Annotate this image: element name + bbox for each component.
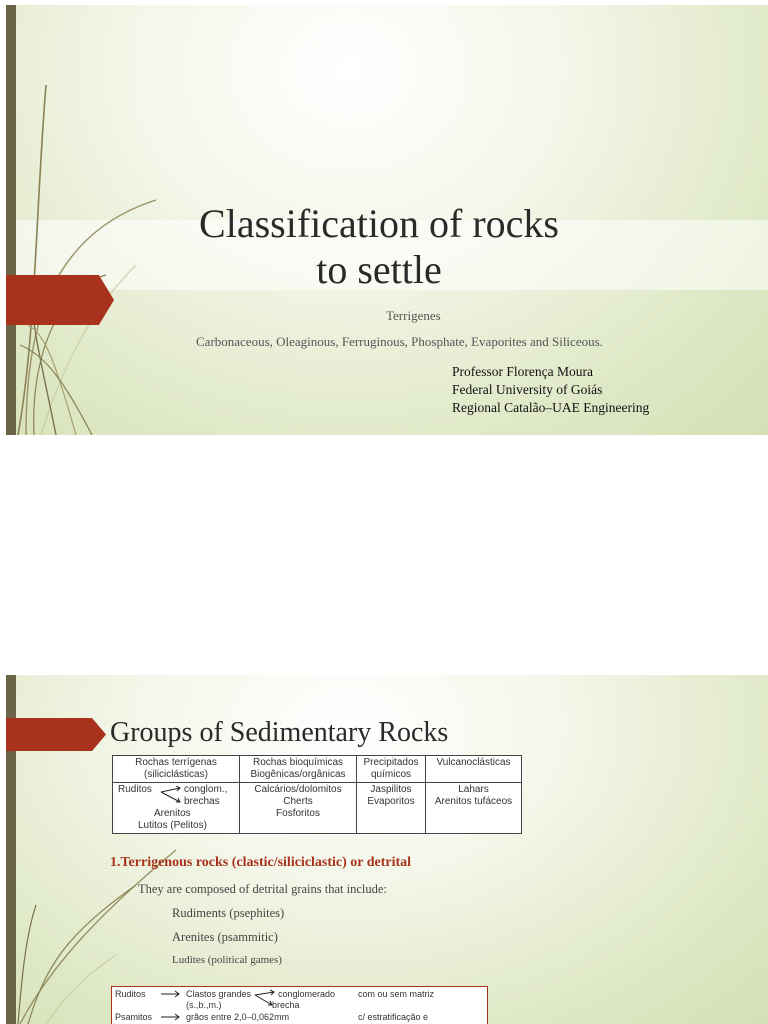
cell-matriz: com ou sem matriz (358, 989, 435, 999)
grass-decoration (6, 5, 176, 435)
slide-title-line-2: to settle (316, 247, 442, 292)
cell-line: Calcários/dolomitos (254, 784, 342, 795)
rock-groups-table (112, 755, 522, 834)
author-university: Federal University of Goiás (452, 382, 603, 397)
section-intro: They are composed of detrital grains that include: (138, 882, 387, 896)
cell-line: Cherts (283, 796, 313, 807)
arrow-right-icon (160, 990, 182, 998)
section-heading: 1.Terrigenous rocks (clastic/siliciclastic) or detrital (110, 855, 412, 870)
slide-title: Groups of Sedimentary Rocks (110, 717, 449, 748)
cell-line: Lahars (458, 784, 489, 795)
cell-conglomerado: conglomerado (278, 989, 336, 999)
table-header-row (113, 756, 522, 783)
slide-2 (6, 675, 768, 1024)
cell-brecha: brecha (272, 1000, 300, 1010)
list-item-text: Arenites (psammitic) (172, 930, 278, 944)
list-item (168, 954, 282, 966)
ruditos-label: Ruditos (118, 784, 152, 795)
author-department: Regional Catalão–UAE Engineering (452, 400, 650, 415)
branch-brechas: brechas (184, 796, 220, 807)
title-arrow-tab (6, 275, 114, 325)
table-cell-biochemical (240, 783, 357, 834)
cell-estratificacao: c/ estratificação e (358, 1012, 429, 1022)
table-header: Vulcanoclásticas (426, 756, 522, 783)
cell-grain-range: grãos entre 2,0–0,062mm (186, 1012, 290, 1022)
cell-line: Evaporitos (367, 796, 415, 807)
table-header: Precipitados químicos (357, 756, 426, 783)
arrow-right-icon (160, 1013, 182, 1021)
slide-subtitle: Terrigenes (386, 308, 441, 323)
list-item (168, 930, 278, 945)
cell-line: Arenitos tufáceos (434, 796, 513, 807)
table-cell-volcaniclastic (426, 783, 522, 834)
list-item (168, 906, 284, 921)
table-header: Rochas terrígenas (siliciclásticas) (113, 756, 240, 783)
slide-title (156, 201, 602, 293)
list-item-text: Ludites (political games) (172, 954, 282, 966)
title-arrow-tab (6, 718, 106, 751)
cell-size-codes: (s.,b.,m.) (186, 1000, 222, 1010)
cell-clastos-grandes: Clastos grandes (186, 989, 252, 999)
arenitos-label: Arenitos (154, 808, 191, 819)
table-cell-terrigenous (113, 783, 240, 834)
table-cell-chemical (357, 783, 426, 834)
author-name: Professor Florença Moura (452, 364, 593, 379)
branch-conglom: conglom., (184, 784, 228, 795)
slide-1 (6, 5, 768, 435)
slide-title-line-1: Classification of rocks (199, 201, 559, 246)
table-header: Rochas bioquímicas Biogênicas/orgânicas (240, 756, 357, 783)
table-row (113, 783, 522, 834)
branch-arrows-icon (160, 786, 182, 806)
cell-psamitos: Psamitos (115, 1012, 153, 1022)
list-item-text: Rudiments (psephites) (172, 906, 285, 920)
cell-line: Jaspilitos (370, 784, 412, 795)
cell-ruditos: Ruditos (115, 989, 146, 999)
slide-description: Carbonaceous, Oleaginous, Ferruginous, Phosphate, Evaporites and Siliceous. (196, 334, 603, 349)
cell-line: Fosforitos (276, 808, 320, 819)
lutitos-label: Lutitos (Pelitos) (138, 820, 207, 831)
grain-size-table (111, 986, 488, 1024)
